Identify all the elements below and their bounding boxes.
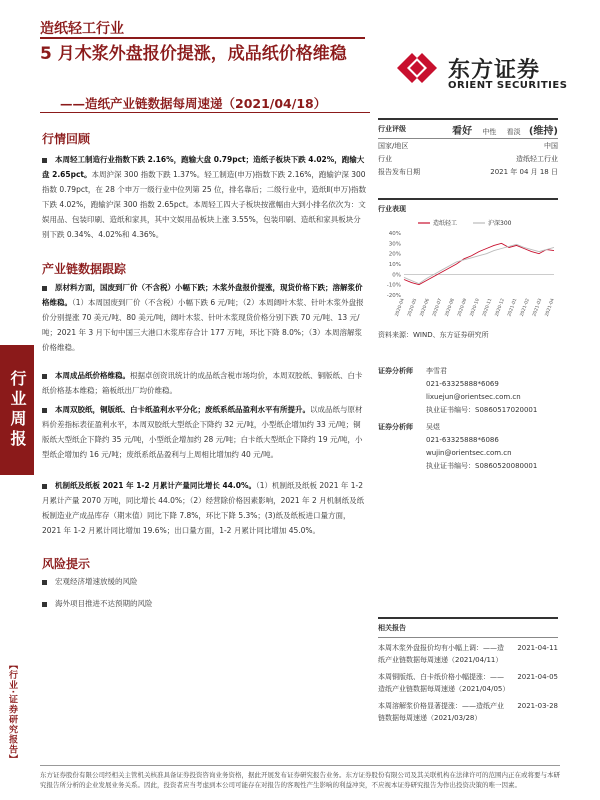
- related-reports: [378, 617, 558, 724]
- rating-status: (维持): [528, 125, 558, 137]
- chart-heading: 行业表现: [378, 205, 406, 213]
- x-tick-label: 2020-10: [469, 297, 481, 318]
- bullet-icon: [42, 580, 47, 585]
- analyst-role: 证券分析师: [378, 422, 413, 431]
- info-key: 国家/地区: [378, 141, 409, 150]
- rating-label: 行业评级: [378, 125, 406, 133]
- related-heading: 相关报告: [378, 624, 406, 632]
- rating-value: 看好: [452, 125, 473, 137]
- logo-text-cn: 东方证券: [448, 58, 541, 83]
- logo-text-en: ORIENT SECURITIES: [448, 80, 568, 91]
- rating-opt2: 看淡: [506, 127, 521, 136]
- rating-opt1: 中性: [482, 127, 497, 136]
- analyst-email[interactable]: lixuejun@orientsec.com.cn: [426, 392, 521, 401]
- rating-block: [378, 118, 558, 178]
- x-tick-label: 2021-01: [507, 297, 519, 318]
- x-tick-label: 2020-09: [457, 297, 469, 318]
- risk-item-2: 海外项目推进不达预期的风险: [42, 596, 367, 611]
- bullet-icon: [42, 158, 47, 163]
- report-title: 5 月木浆外盘报价提涨，成品纸价格维稳: [40, 44, 347, 64]
- analyst-name: 吴煜: [426, 422, 440, 431]
- footer-rule: [40, 765, 560, 766]
- x-tick-label: 2021-04: [544, 297, 556, 318]
- y-tick-label: -10%: [386, 282, 401, 289]
- x-tick-label: 2020-04: [394, 297, 406, 318]
- x-tick-label: 2021-03: [532, 297, 544, 318]
- chain-item-4: 机制纸及纸板 2021 年 1-2 月累计产量同比增长 44.0%。（1）机制纸及纸板 2021 年 1-2 月累计产量 2070 万吨，同比增长 44.0%；（2）经营除价格因素影响，2021 年 2 月机制纸及纸板制造业产成品库存（期末值）同比下降 7.8%，环比下降 5.3%；(3)纸及纸板进口量方面，2021 年 1-2 月累计同比增加 19.6%；出口量方面，1-2 月累计同比增加 45.0%。: [42, 481, 365, 535]
- bullet-icon: [42, 408, 47, 413]
- bullet-icon: [42, 602, 47, 607]
- x-tick-label: 2020-11: [482, 297, 494, 318]
- analyst-email[interactable]: wujin@orientsec.com.cn: [426, 448, 512, 457]
- y-tick-label: 40%: [388, 231, 401, 237]
- section-heading-risk: 风险提示: [42, 557, 91, 571]
- info-key: 报告发布日期: [378, 167, 420, 176]
- header-rule: [40, 37, 365, 39]
- subtitle-rule: [40, 112, 370, 113]
- chain-item-1: 原材料方面，国废到厂价（不含税）小幅下跌；木浆外盘报价提涨，现货价格下跌；溶解浆价格维稳。（1）本周国废到厂价（不含税）小幅下跌 6 元/吨；（2）本周阔叶木浆、针叶木浆外盘报价分别提涨 70 美元/吨、80 美元/吨，阔叶木浆、针叶木浆现货价格分别下跌 70 元/吨、13 元/吨；2021 年 3 月下旬中国三大港口木浆库存合计 177 万吨，环比下降 8.0%；（3）本周溶解浆价格维稳。: [42, 283, 364, 352]
- y-tick-label: -20%: [386, 293, 401, 299]
- analyst-cert: 执业证书编号：S0860520080001: [426, 461, 538, 470]
- analyst-role: 证券分析师: [378, 366, 413, 375]
- legend-label: 沪深300: [488, 220, 512, 227]
- chain-item-3: 本周双胶纸，铜版纸、白卡纸盈利水平分化；废纸系纸品盈利水平有所提升。以成品纸与原材料价差指标表征盈利水平，本周双胶纸大型纸企下降约 32 元/吨，小型纸企增加约 33 元/吨；铜版纸大型纸企下降约 35 元/吨，小型纸企增加约 28 元/吨；白卡纸大型纸企下降约 19 元/吨，小型纸企增加约 16 元/吨；废纸系纸品盈利与上周相比增加约 40 元/吨。: [42, 405, 363, 459]
- x-tick-label: 2020-05: [407, 297, 419, 318]
- analyst-tel: 021-63325888*6086: [426, 435, 499, 444]
- section-heading-market: 行情回顾: [42, 132, 91, 146]
- y-tick-label: 10%: [388, 262, 401, 268]
- y-tick-label: 0%: [392, 272, 401, 279]
- analyst-tel: 021-63325888*6069: [426, 379, 499, 388]
- bullet-icon: [42, 374, 47, 379]
- related-item[interactable]: 本周木浆外盘报价均有小幅上调：——造纸产业链数据每周速递（2021/04/11） 2021-04-11: [378, 644, 558, 664]
- x-tick-label: 2020-07: [432, 297, 444, 318]
- legend-label: 造纸轻工: [433, 220, 458, 227]
- market-review-paragraph: 本周轻工制造行业指数下跌 2.16%，跑输大盘 0.79pct；造纸子板块下跌 4.02%，跑输大盘 2.65pct。本周沪深 300 指数下跌 1.37%。轻工制造(申万)指数下跌 2.16%，跑输沪深 300 指数 0.79pct，在 28 个申万一级行业中位列第 25 位，排名靠后；二级行业中，造纸Ⅱ(申万)指数下跌 4.02%，跑输沪深 300 指数 2.65pct。本周轻工四大子板块按涨幅由大到小排名依次为：文娱用品、包装印刷、造纸和家具，其中文娱用品板块上涨 3.55%，包装印刷、造纸和家具板块分别下跌 0.34%、4.02%和 4.36%。: [42, 155, 367, 239]
- performance-chart: [378, 215, 558, 325]
- chart-source: 资料来源：WIND、东方证券研究所: [378, 331, 489, 339]
- chart-block: [378, 198, 558, 214]
- related-item[interactable]: 本周铜版纸、白卡纸价格小幅提涨：——造纸产业链数据每周速递（2021/04/05） 2021-04-05: [378, 673, 558, 693]
- sector-title: 造纸轻工行业: [40, 21, 124, 37]
- y-tick-label: 20%: [388, 251, 401, 258]
- x-tick-label: 2020-12: [494, 297, 506, 318]
- analyst-2: [378, 420, 558, 472]
- section-heading-chain: 产业链数据跟踪: [42, 262, 127, 276]
- info-key: 行业: [378, 154, 392, 163]
- series-line-1: [404, 244, 554, 283]
- sidebar-sublabel: 【行业·证券研究报告】: [7, 660, 17, 765]
- bullet-icon: [42, 484, 47, 489]
- bullet-icon: [42, 286, 47, 291]
- analyst-cert: 执业证书编号：S0860517020001: [426, 405, 538, 414]
- related-item[interactable]: 本周溶解浆价格显著提涨：——造纸产业链数据每周速递（2021/03/28） 2021-03-28: [378, 702, 558, 722]
- sidebar-label: 行业周报: [0, 345, 34, 475]
- disclaimer-footer: 东方证券股份有限公司经相关主管机关核准具备证券投资咨询业务资格，据此开展发布证券研究报告业务。东方证券股份有限公司及其关联机构在法律许可的范围内正在或将要与本研究报告所分析的企业发展业务关系。因此，投资者应当考虑到本公司可能存在对报告的客观性产生影响的利益冲突，不应视本证券研究报告为作出投资决策的唯一因素。: [40, 771, 560, 789]
- info-value: 2021 年 04 月 18 日: [490, 167, 558, 176]
- analyst-name: 李雪君: [426, 366, 447, 375]
- y-tick-label: 30%: [388, 241, 401, 248]
- analyst-1: [378, 364, 558, 416]
- info-value: 中国: [544, 141, 558, 150]
- info-value: 造纸轻工行业: [516, 154, 558, 163]
- chain-item-2: 本周成品纸价格维稳。根据卓创资讯统计的成品纸含税市场均价，本周双胶纸、铜版纸、白卡纸价格基本维稳；箱板纸出厂均价维稳。: [42, 371, 363, 395]
- x-tick-label: 2020-06: [419, 297, 431, 318]
- x-tick-label: 2020-08: [444, 297, 456, 318]
- x-tick-label: 2021-02: [519, 297, 531, 318]
- orient-logo-icon: [392, 48, 442, 88]
- risk-item-1: 宏观经济增速放缓的风险: [42, 574, 367, 589]
- report-subtitle: ——造纸产业链数据每周速递（2021/04/18）: [60, 96, 327, 111]
